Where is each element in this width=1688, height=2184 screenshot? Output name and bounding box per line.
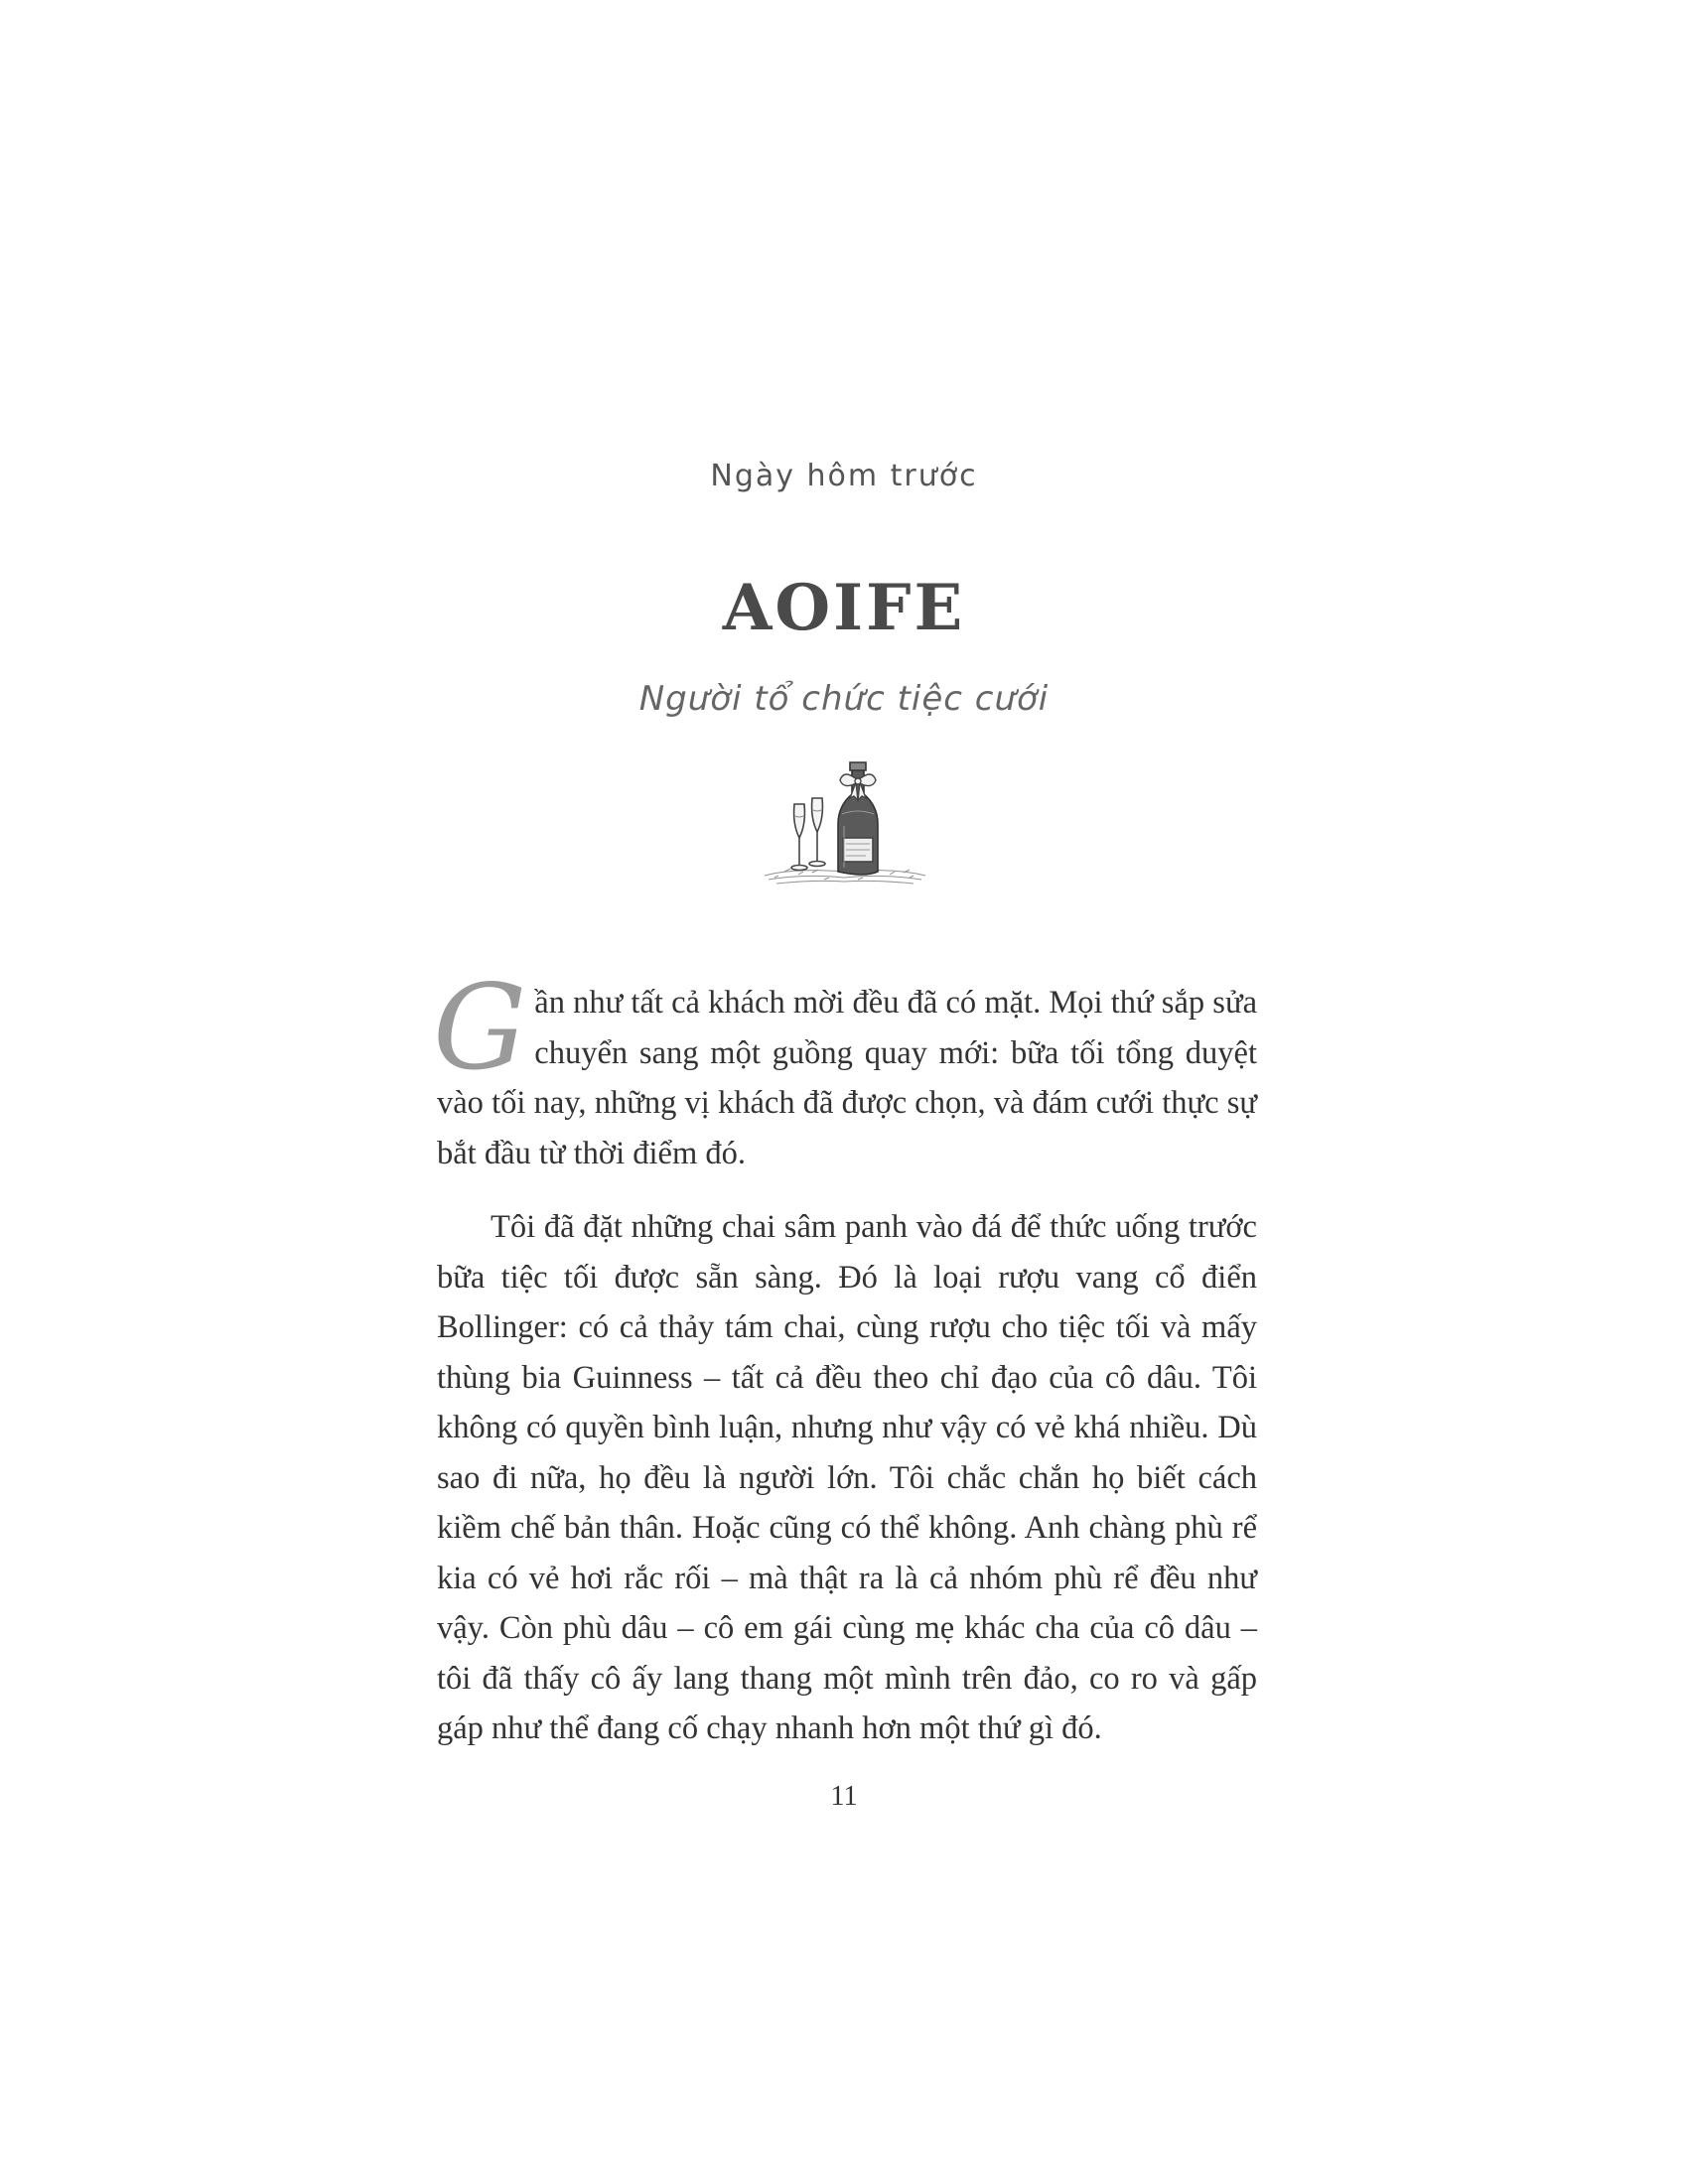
- champagne-bottle-and-glasses-icon: [755, 754, 933, 903]
- chapter-title: AOIFE: [722, 571, 966, 645]
- chapter-subtitle: Người tổ chức tiệc cưới: [638, 679, 1050, 719]
- body-text: [433, 959, 1257, 1754]
- section-label: Ngày hôm trước: [710, 459, 978, 493]
- paragraph-1-text: ần như tất cả khách mời đều đã có mặt. Mọi thứ sắp sửa chuyển sang một guồng quay mới: bữa tối tổng duyệt vào tối nay, những vị khách đã được chọn, và đám cưới thực sự bắt đầu từ thời điểm đó.: [437, 985, 1257, 1171]
- page-number: 11: [830, 1781, 858, 1812]
- paragraph-2: Tôi đã đặt những chai sâm panh vào đá để thức uống trước bữa tiệc tối được sẵn sàng. Đó là loại rượu vang cổ điển Bollinger: có cả thảy tám chai, cùng rượu cho tiệc tối và mấy thùng bia Guinness – tất cả đều theo chỉ đạo của cô dâu. Tôi không có quyền bình luận, nhưng như vậy có vẻ khá nhiều. Dù sao đi nữa, họ đều là người lớn. Tôi chắc chắn họ biết cách kiềm chế bản thân. Hoặc cũng có thể không. Anh chàng phù rể kia có vẻ hơi rắc rối – mà thật ra là cả nhóm phù rể đều như vậy. Còn phù dâu – cô em gái cùng mẹ khác cha của cô dâu – tôi đã thấy cô ấy lang thang một mình trên đảo, co ro và gấp gáp như thể đang cố chạy nhanh hơn một thứ gì đó.: [437, 1209, 1257, 1746]
- paragraph-1: [433, 959, 1257, 1178]
- drop-cap: G: [433, 959, 527, 1096]
